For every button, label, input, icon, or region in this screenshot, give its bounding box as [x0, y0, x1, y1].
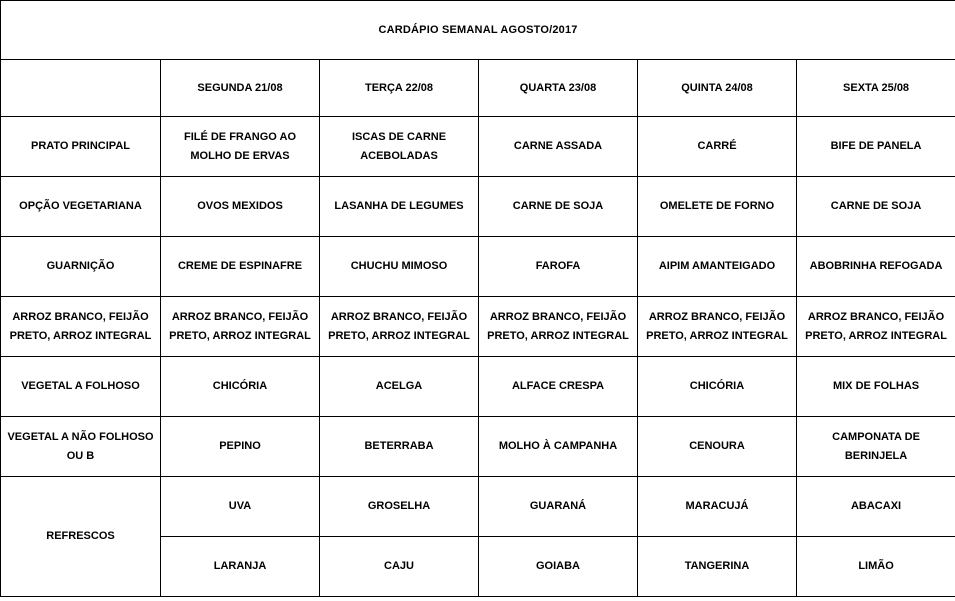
menu-cell: CAJU: [320, 537, 479, 597]
menu-cell: ARROZ BRANCO, FEIJÃO PRETO, ARROZ INTEGRAL: [797, 297, 955, 357]
menu-cell: CARNE ASSADA: [479, 117, 638, 177]
header-row: [1, 60, 955, 117]
menu-cell: LARANJA: [161, 537, 320, 597]
row-vegetal-nao-folhoso: [1, 417, 955, 477]
menu-cell: ISCAS DE CARNE ACEBOLADAS: [320, 117, 479, 177]
row-vegetal-folhoso: [1, 357, 955, 417]
page-title: CARDÁPIO SEMANAL AGOSTO/2017: [1, 1, 955, 60]
menu-cell: ALFACE CRESPA: [479, 357, 638, 417]
menu-cell: GUARANÁ: [479, 477, 638, 537]
menu-cell: ARROZ BRANCO, FEIJÃO PRETO, ARROZ INTEGRAL: [479, 297, 638, 357]
row-label: VEGETAL A NÃO FOLHOSO OU B: [1, 417, 161, 477]
row-label: OPÇÃO VEGETARIANA: [1, 177, 161, 237]
menu-cell: CHUCHU MIMOSO: [320, 237, 479, 297]
menu-cell: BETERRABA: [320, 417, 479, 477]
row-opcao-vegetariana: [1, 177, 955, 237]
menu-cell: ARROZ BRANCO, FEIJÃO PRETO, ARROZ INTEGRAL: [161, 297, 320, 357]
menu-cell: CHICÓRIA: [161, 357, 320, 417]
column-header-quarta: QUARTA 23/08: [479, 60, 638, 117]
menu-cell: LIMÃO: [797, 537, 955, 597]
menu-cell: ARROZ BRANCO, FEIJÃO PRETO, ARROZ INTEGRAL: [638, 297, 797, 357]
column-header-quinta: QUINTA 24/08: [638, 60, 797, 117]
row-label: GUARNIÇÃO: [1, 237, 161, 297]
menu-cell: UVA: [161, 477, 320, 537]
row-label: ARROZ BRANCO, FEIJÃO PRETO, ARROZ INTEGRAL: [1, 297, 161, 357]
menu-cell: AIPIM AMANTEIGADO: [638, 237, 797, 297]
menu-cell: CARRÉ: [638, 117, 797, 177]
menu-cell: MARACUJÁ: [638, 477, 797, 537]
row-label: REFRESCOS: [1, 477, 161, 597]
menu-cell: LASANHA DE LEGUMES: [320, 177, 479, 237]
menu-cell: MOLHO À CAMPANHA: [479, 417, 638, 477]
menu-cell: PEPINO: [161, 417, 320, 477]
menu-cell: OMELETE DE FORNO: [638, 177, 797, 237]
row-label: VEGETAL A FOLHOSO: [1, 357, 161, 417]
menu-cell: CREME DE ESPINAFRE: [161, 237, 320, 297]
row-guarnicao: [1, 237, 955, 297]
column-header-terca: TERÇA 22/08: [320, 60, 479, 117]
menu-cell: BIFE DE PANELA: [797, 117, 955, 177]
row-refrescos-1: [1, 477, 955, 537]
menu-cell: FILÉ DE FRANGO AO MOLHO DE ERVAS: [161, 117, 320, 177]
menu-cell: CHICÓRIA: [638, 357, 797, 417]
menu-cell: CAMPONATA DE BERINJELA: [797, 417, 955, 477]
menu-cell: GROSELHA: [320, 477, 479, 537]
menu-cell: CENOURA: [638, 417, 797, 477]
corner-cell: [1, 60, 161, 117]
menu-cell: OVOS MEXIDOS: [161, 177, 320, 237]
menu-cell: MIX DE FOLHAS: [797, 357, 955, 417]
menu-cell: GOIABA: [479, 537, 638, 597]
row-prato-principal: [1, 117, 955, 177]
title-row: [1, 1, 955, 60]
column-header-segunda: SEGUNDA 21/08: [161, 60, 320, 117]
menu-cell: ABOBRINHA REFOGADA: [797, 237, 955, 297]
menu-cell: CARNE DE SOJA: [479, 177, 638, 237]
menu-cell: ARROZ BRANCO, FEIJÃO PRETO, ARROZ INTEGRAL: [320, 297, 479, 357]
menu-cell: TANGERINA: [638, 537, 797, 597]
column-header-sexta: SEXTA 25/08: [797, 60, 955, 117]
menu-cell: CARNE DE SOJA: [797, 177, 955, 237]
row-arroz-feijao: [1, 297, 955, 357]
row-label: PRATO PRINCIPAL: [1, 117, 161, 177]
menu-cell: ABACAXI: [797, 477, 955, 537]
menu-cell: ACELGA: [320, 357, 479, 417]
menu-cell: FAROFA: [479, 237, 638, 297]
